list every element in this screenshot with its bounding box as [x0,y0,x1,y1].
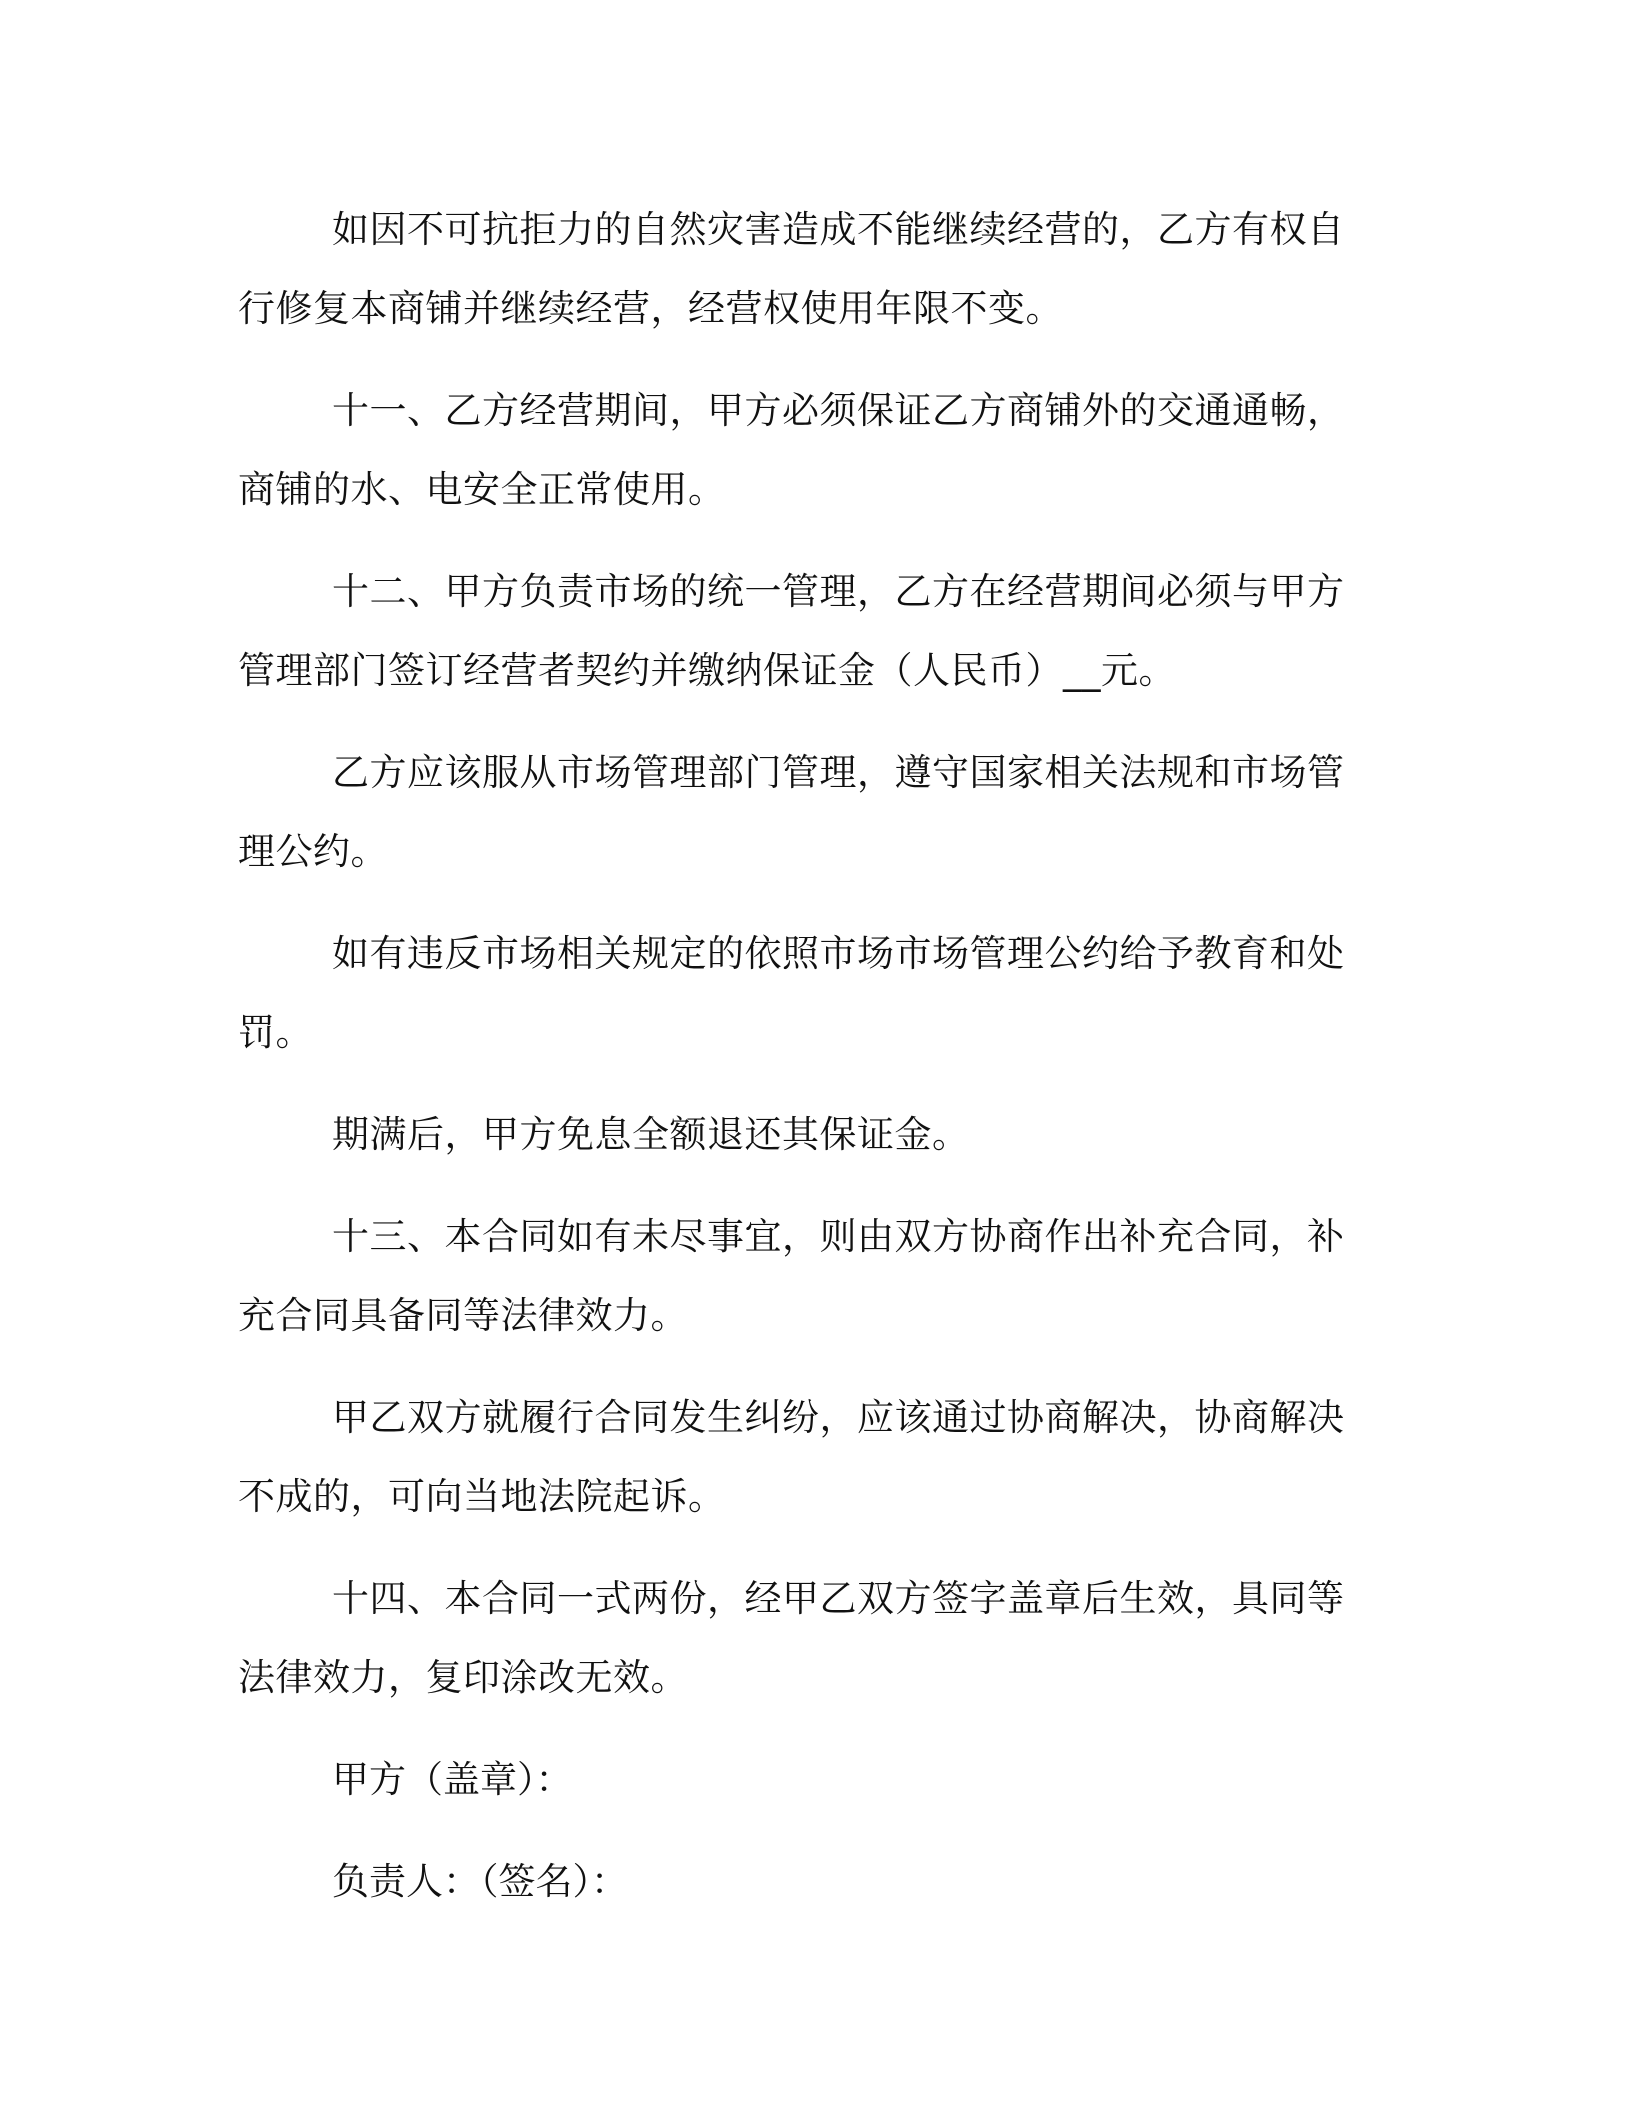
document-page [238,190,1378,1944]
responsible-signature-line: 负责人：（签名）： [332,1860,628,1903]
paragraph-market-rules: 乙方应该服从市场管理部门管理，遵守国家相关法规和市场管理公约。 [238,751,1345,873]
paragraph-clause-13: 十三、本合同如有未尽事宜，则由双方协商作出补充合同，补充合同具备同等法律效力。 [238,1215,1345,1337]
paragraph-deposit-refund: 期满后，甲方免息全额退还其保证金。 [332,1113,970,1156]
paragraph-force-majeure: 如因不可抗拒力的自然灾害造成不能继续经营的，乙方有权自行修复本商铺并继续经营，经营权使用年限不变。 [238,208,1345,330]
paragraph-clause-11: 十一、乙方经营期间，甲方必须保证乙方商铺外的交通通畅，商铺的水、电安全正常使用。 [238,389,1345,511]
paragraph-clause-14: 十四、本合同一式两份，经甲乙双方签字盖章后生效，具同等法律效力，复印涂改无效。 [238,1577,1345,1699]
paragraph-dispute: 甲乙双方就履行合同发生纠纷，应该通过协商解决，协商解决不成的，可向当地法院起诉。 [238,1396,1345,1518]
paragraph-clause-12: 十二、甲方负责市场的统一管理，乙方在经营期间必须与甲方管理部门签订经营者契约并缴纳保证金（人民币）__元。 [238,570,1345,692]
paragraph-penalty: 如有违反市场相关规定的依照市场市场管理公约给予教育和处罚。 [238,932,1345,1054]
party-a-seal-line: 甲方（盖章）： [332,1758,573,1801]
